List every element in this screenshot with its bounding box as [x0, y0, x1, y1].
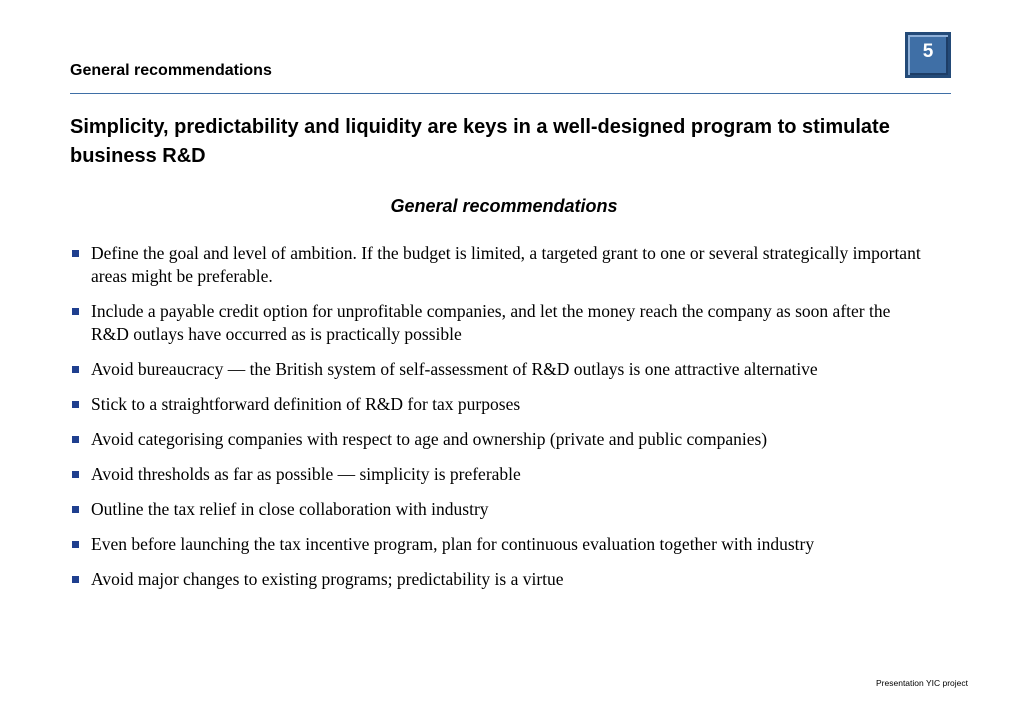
list-item-text: Define the goal and level of ambition. If the budget is limited, a targeted grant to one or several strategically important areas might be preferable.	[91, 243, 921, 286]
list-item-text: Avoid categorising companies with respect to age and ownership (private and public companies)	[91, 429, 768, 449]
slide-section-label: General recommendations	[70, 62, 272, 79]
list-item-text: Stick to a straightforward definition of R&D for tax purposes	[91, 394, 521, 414]
list-item	[71, 498, 921, 521]
square-bullet-icon	[72, 506, 79, 513]
square-bullet-icon	[72, 308, 79, 315]
recommendations-list	[71, 242, 921, 603]
list-item	[71, 242, 921, 288]
list-item-text: Avoid major changes to existing programs; predictability is a virtue	[91, 569, 564, 589]
square-bullet-icon	[72, 541, 79, 548]
square-bullet-icon	[72, 401, 79, 408]
section-title: General recommendations	[390, 196, 618, 216]
list-item	[71, 300, 921, 346]
list-item-text: Avoid thresholds as far as possible — simplicity is preferable	[91, 464, 521, 484]
square-bullet-icon	[72, 576, 79, 583]
list-item-text: Even before launching the tax incentive program, plan for continuous evaluation together with industry	[91, 534, 815, 554]
list-item-text: Outline the tax relief in close collaboration with industry	[91, 499, 489, 519]
page-title: Simplicity, predictability and liquidity are keys in a well-designed program to stimulate business R&D	[70, 116, 890, 167]
list-item	[71, 568, 921, 591]
header-divider	[70, 93, 951, 94]
list-item	[71, 463, 921, 486]
square-bullet-icon	[72, 436, 79, 443]
list-item-text: Include a payable credit option for unprofitable companies, and let the money reach the company as soon after the R&D outlays have occurred as is practically possible	[91, 301, 891, 344]
list-item-text: Avoid bureaucracy — the British system of self-assessment of R&D outlays is one attractive alternative	[91, 359, 818, 379]
square-bullet-icon	[72, 366, 79, 373]
list-item	[71, 393, 921, 416]
list-item	[71, 358, 921, 381]
square-bullet-icon	[72, 250, 79, 257]
page-number: 5	[922, 41, 934, 62]
list-item	[71, 533, 921, 556]
list-item	[71, 428, 921, 451]
footer-text: Presentation YIC project	[876, 678, 968, 688]
square-bullet-icon	[72, 471, 79, 478]
page-number-badge	[905, 32, 951, 78]
